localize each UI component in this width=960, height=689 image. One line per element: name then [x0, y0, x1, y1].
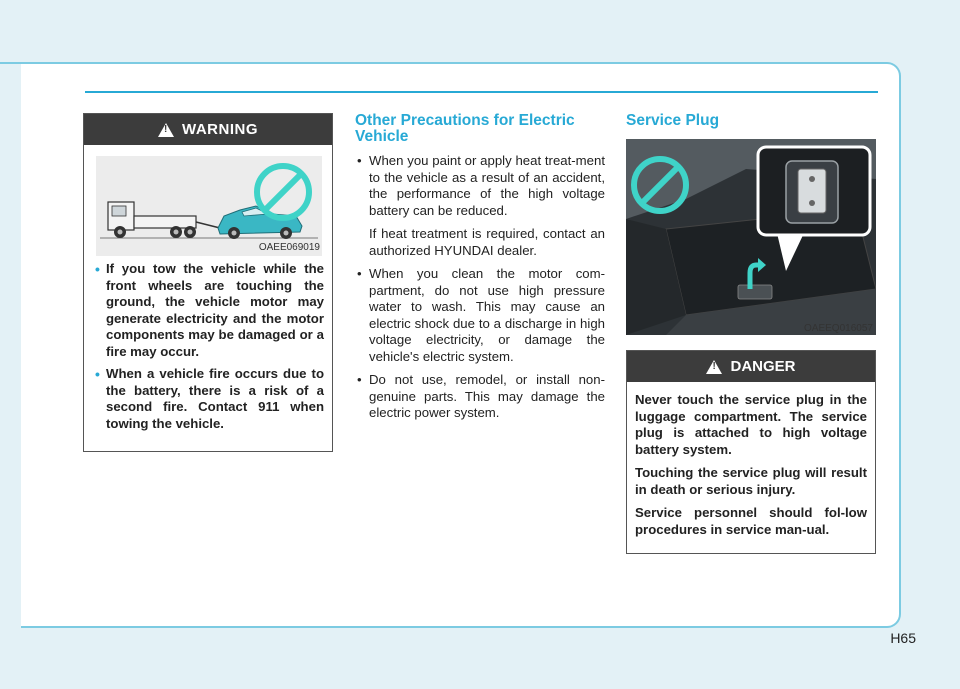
list-item	[355, 266, 605, 365]
warning-item: • If you tow the vehicle while the front wheels are touching the ground, the vehicle motor may generate electricity and the motor components may be damaged or a fire may occur.	[92, 261, 324, 360]
top-border	[0, 62, 21, 64]
figure-code: OAEEQ016057	[804, 323, 873, 334]
precautions-list	[355, 153, 605, 429]
precautions-heading: Other Precautions for Electric Vehicle	[355, 112, 575, 145]
luggage-compartment-photo	[626, 139, 876, 335]
warning-triangle-icon	[706, 360, 722, 374]
tow-truck-illustration	[96, 156, 322, 256]
list-item-text: • Do not use, remodel, or install non-genuine parts. This may damage the electric power system.	[369, 372, 605, 420]
list-item	[355, 153, 605, 259]
danger-paragraph: Never touch the service plug in the luggage compartment. The service plug is attached to high voltage battery system.	[635, 392, 867, 457]
figure-code: OAEE069019	[258, 242, 320, 253]
list-item-text: • When you paint or apply heat treat-ment to the vehicle as a result of an accident, the performance of the high voltage battery can be reduced.	[369, 153, 605, 218]
list-item-text: • When you clean the motor com-partment, do not use high pressure water to wash. This may cause an electric shock due to a discharge in high voltage electricity, or damage the vehicle's electric system.	[369, 266, 605, 364]
warning-triangle-icon	[158, 123, 174, 137]
warning-box	[83, 113, 333, 452]
list-item-note: If heat treatment is required, contact an authorized HYUNDAI dealer.	[369, 226, 605, 258]
danger-paragraph: Touching the service plug will result in death or serious injury.	[635, 465, 867, 497]
service-plug-heading: Service Plug	[626, 112, 720, 129]
danger-paragraph: Service personnel should fol-low procedures in service man-ual.	[635, 505, 867, 537]
warning-item: • When a vehicle fire occurs due to the battery, there is a risk of a second fire. Contact 911 when towing the vehicle.	[92, 366, 324, 432]
warning-header	[84, 114, 332, 145]
header-rule	[85, 91, 878, 93]
danger-heading: DANGER	[730, 358, 796, 375]
danger-box	[626, 350, 876, 554]
page-number: H65	[890, 630, 916, 646]
warning-heading: WARNING	[182, 121, 258, 138]
warning-list	[92, 261, 324, 438]
danger-header	[627, 351, 875, 382]
list-item	[355, 372, 605, 422]
